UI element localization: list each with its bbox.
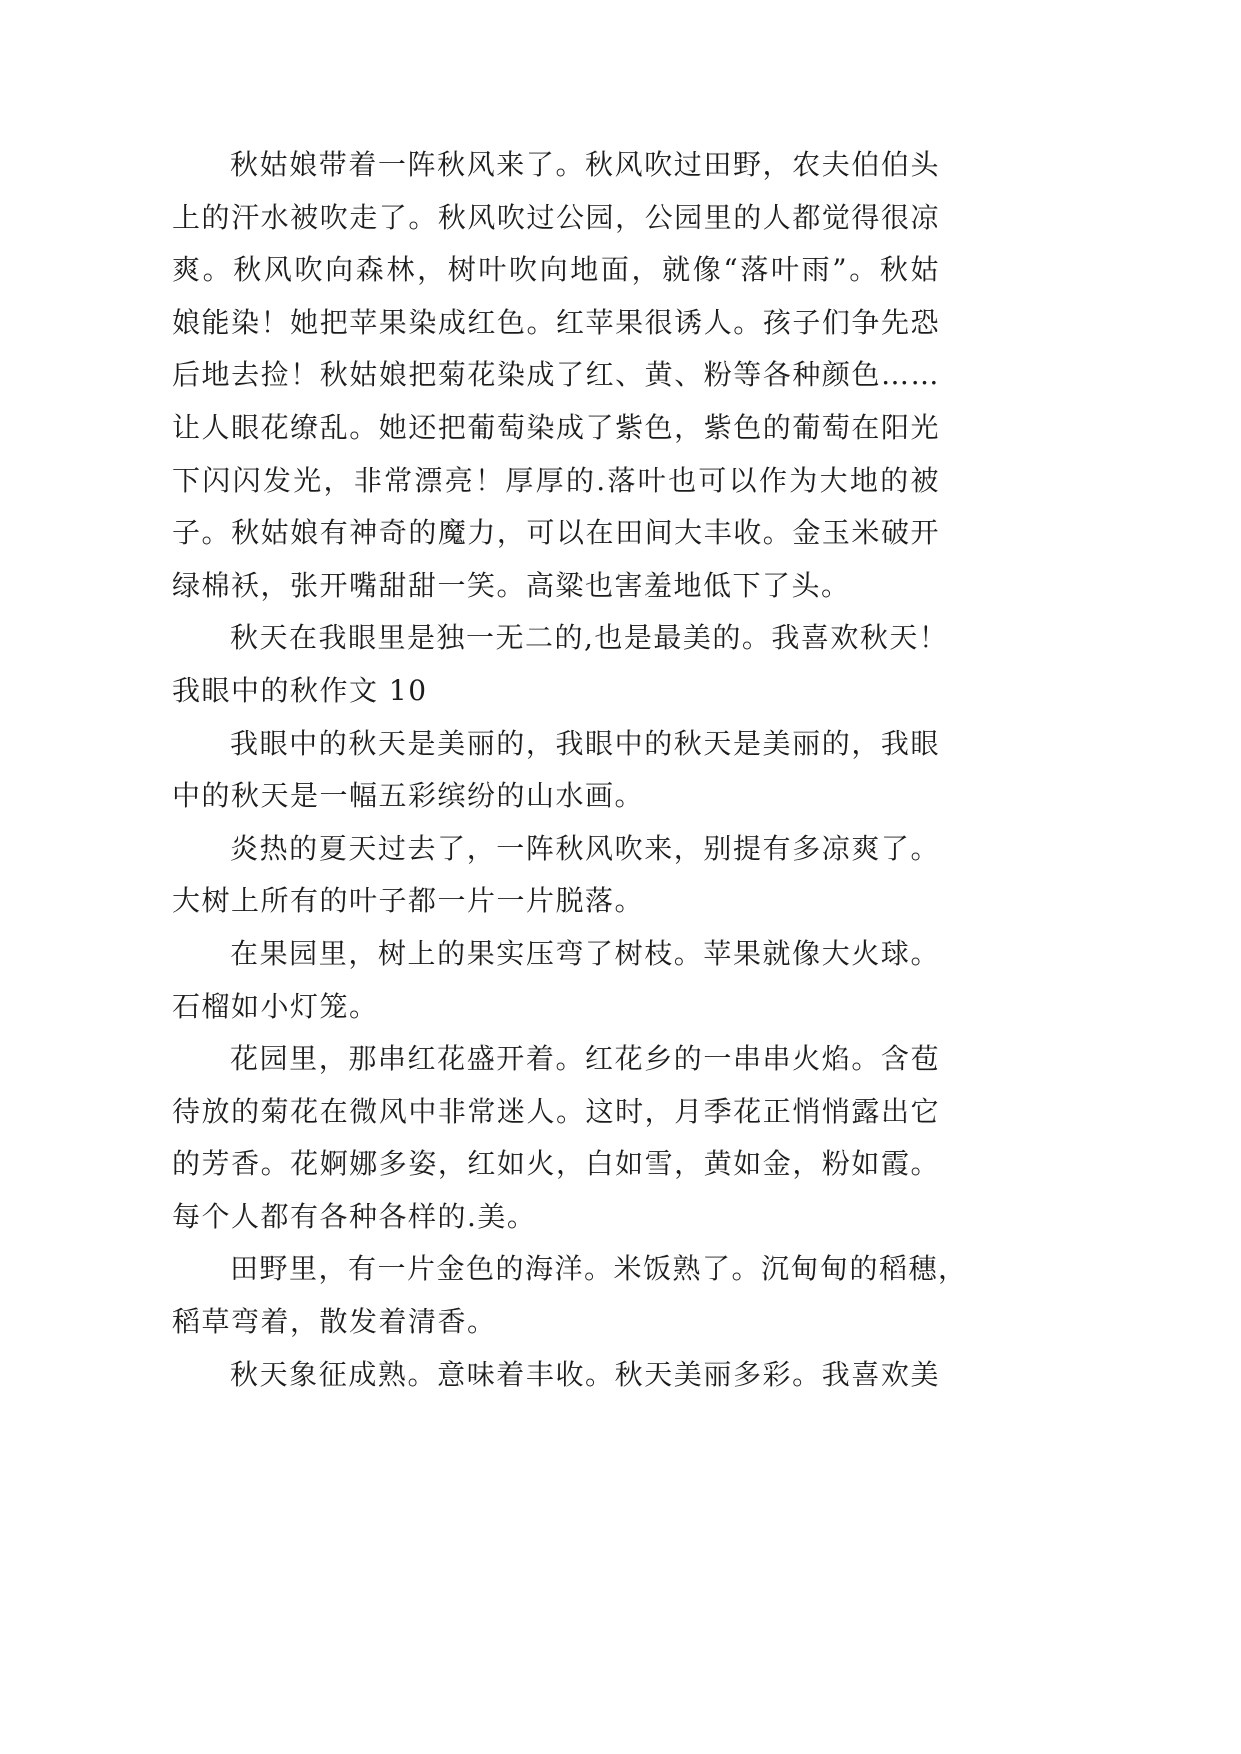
paragraph-line: 每个人都有各种各样的.美。 [172,1199,537,1233]
paragraph-line: 后地去捡！秋姑娘把菊花染成了红、黄、粉等各种颜色…… [172,358,940,392]
essay-title: 我眼中的秋作文 10 [172,673,428,707]
paragraph-line: 炎热的夏天过去了，一阵秋风吹来，别提有多凉爽了。 [230,831,940,865]
paragraph-line: 花园里，那串红花盛开着。红花乡的一串串火焰。含苞 [230,1042,940,1076]
paragraph-line: 大树上所有的叶子都一片一片脱落。 [172,884,645,918]
paragraph-line: 子。秋姑娘有神奇的魔力，可以在田间大丰收。金玉米破开 [172,516,940,550]
paragraph [172,823,940,928]
paragraph-line: 秋姑娘带着一阵秋风来了。秋风吹过田野，农夫伯伯头 [230,148,940,181]
paragraph-line: 上的汗水被吹走了。秋风吹过公园，公园里的人都觉得很凉 [172,200,940,234]
paragraph [172,1349,940,1402]
paragraph [172,139,940,612]
paragraph-line: 稻草弯着，散发着清香。 [172,1305,497,1339]
paragraph-line: 下闪闪发光，非常漂亮！厚厚的.落叶也可以作为大地的被 [172,463,940,497]
paragraph-line: 待放的菊花在微风中非常迷人。这时，月季花正悄悄露出它 [172,1094,940,1128]
paragraph-line: 让人眼花缭乱。她还把葡萄染成了紫色，紫色的葡萄在阳光 [172,410,940,444]
paragraph-line: 我眼中的秋天是美丽的，我眼中的秋天是美丽的，我眼 [230,726,940,760]
paragraph [172,612,949,665]
paragraph-line: 秋天在我眼里是独一无二的,也是最美的。我喜欢秋天！ [230,621,949,655]
paragraph-line: 娘能染！她把苹果染成红色。红苹果很诱人。孩子们争先恐 [172,305,940,339]
paragraph-line: 爽。秋风吹向森林，树叶吹向地面，就像“落叶雨”。秋姑 [172,253,940,287]
paragraph-line: 田野里，有一片金色的海洋。米饭熟了。沉甸甸的稻穗， [230,1252,968,1286]
paragraph-line: 秋天象征成熟。意味着丰收。秋天美丽多彩。我喜欢美 [230,1357,940,1391]
paragraph [172,928,940,1033]
paragraph-line: 的芳香。花婀娜多姿，红如火，白如雪，黄如金，粉如霞。 [172,1147,940,1181]
paragraph [172,1033,940,1243]
paragraph [172,1243,968,1348]
paragraph [172,718,940,823]
paragraph-line: 中的秋天是一幅五彩缤纷的山水画。 [172,779,645,813]
document-body [172,139,968,1401]
paragraph-line: 在果园里，树上的果实压弯了树枝。苹果就像大火球。 [230,936,940,970]
paragraph-line: 绿棉袄，张开嘴甜甜一笑。高粱也害羞地低下了头。 [172,568,851,602]
paragraph-line: 石榴如小灯笼。 [172,989,379,1023]
